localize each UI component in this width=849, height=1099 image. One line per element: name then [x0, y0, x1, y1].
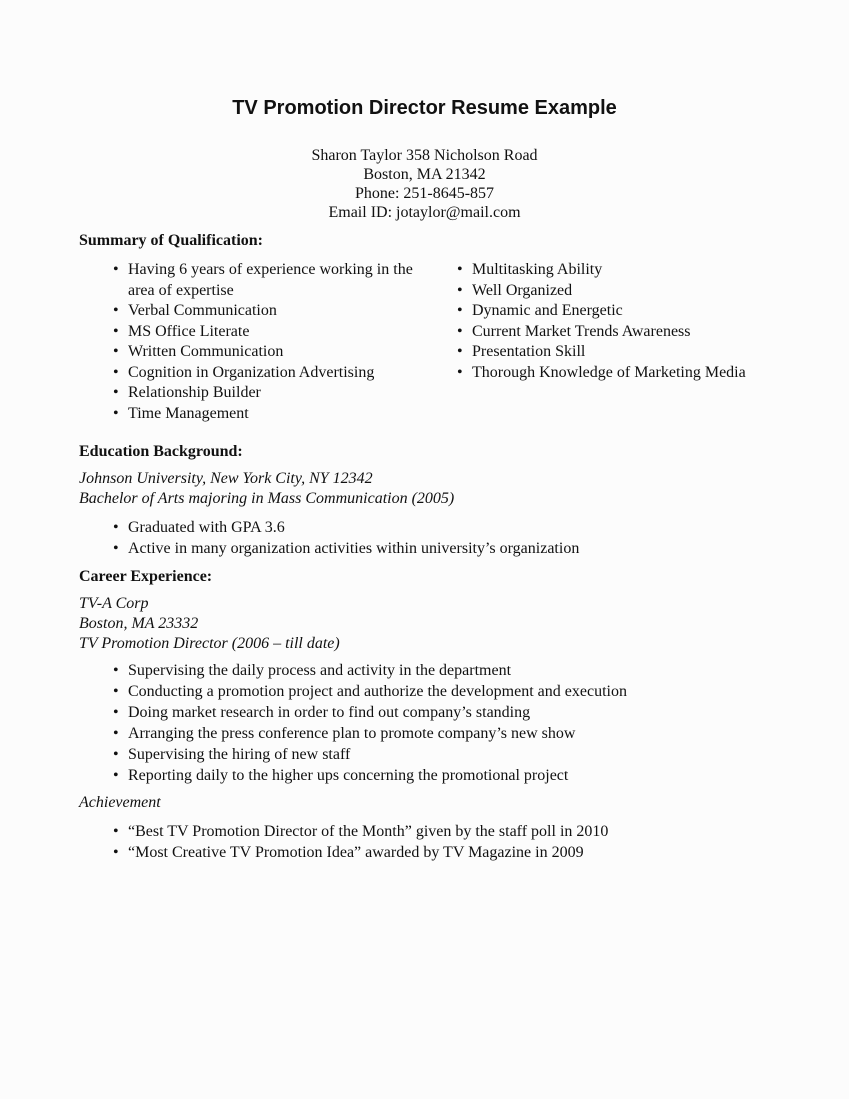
list-item: • Having 6 years of experience working in the area of expertise	[113, 260, 443, 301]
contact-email: Email ID: jotaylor@mail.com	[328, 204, 521, 221]
summary-list-left	[113, 260, 443, 424]
list-item: • Cognition in Organization Advertising	[113, 363, 443, 384]
summary-list-right	[457, 260, 787, 383]
contact-name-address: Sharon Taylor 358 Nicholson Road	[311, 147, 538, 164]
list-item: • Presentation Skill	[457, 342, 787, 363]
list-item: • Supervising the daily process and activity in the department	[113, 661, 763, 682]
list-item: • Reporting daily to the higher ups concerning the promotional project	[113, 766, 763, 787]
list-item: • Well Organized	[457, 281, 787, 302]
list-item: • Arranging the press conference plan to promote company’s new show	[113, 724, 763, 745]
contact-block	[0, 146, 849, 222]
career-list	[113, 661, 763, 786]
list-item: • Doing market research in order to find out company’s standing	[113, 703, 763, 724]
education-details	[79, 469, 454, 509]
list-item: • Supervising the hiring of new staff	[113, 745, 763, 766]
list-item: • Written Communication	[113, 342, 443, 363]
achievement-list	[113, 822, 763, 864]
list-item: • Time Management	[113, 404, 443, 425]
contact-city: Boston, MA 21342	[363, 166, 486, 183]
list-item: • Graduated with GPA 3.6	[113, 518, 763, 539]
list-item: • Verbal Communication	[113, 301, 443, 322]
education-degree: Bachelor of Arts majoring in Mass Communication (2005)	[79, 490, 455, 507]
career-location: Boston, MA 23332	[79, 615, 199, 632]
list-item: • MS Office Literate	[113, 322, 443, 343]
list-item: • Dynamic and Energetic	[457, 301, 787, 322]
career-details	[79, 594, 340, 654]
list-item: • Conducting a promotion project and authorize the development and execution	[113, 682, 763, 703]
career-position: TV Promotion Director (2006 – till date)	[79, 635, 340, 652]
list-item: • Relationship Builder	[113, 383, 443, 404]
list-item: • “Most Creative TV Promotion Idea” awarded by TV Magazine in 2009	[113, 843, 763, 864]
summary-heading: Summary of Qualification:	[79, 232, 263, 249]
achievement-heading: Achievement	[79, 794, 161, 811]
list-item: • “Best TV Promotion Director of the Month” given by the staff poll in 2010	[113, 822, 763, 843]
document-title: TV Promotion Director Resume Example	[232, 97, 617, 119]
career-heading: Career Experience:	[79, 568, 213, 585]
list-item: • Current Market Trends Awareness	[457, 322, 787, 343]
education-school: Johnson University, New York City, NY 12342	[79, 470, 373, 487]
list-item: • Thorough Knowledge of Marketing Media	[457, 363, 787, 384]
list-item: • Multitasking Ability	[457, 260, 787, 281]
education-list	[113, 518, 763, 560]
education-heading: Education Background:	[79, 443, 243, 460]
career-company: TV-A Corp	[79, 595, 149, 612]
contact-phone: Phone: 251-8645-857	[354, 185, 495, 202]
list-item: • Active in many organization activities within university’s organization	[113, 539, 763, 560]
